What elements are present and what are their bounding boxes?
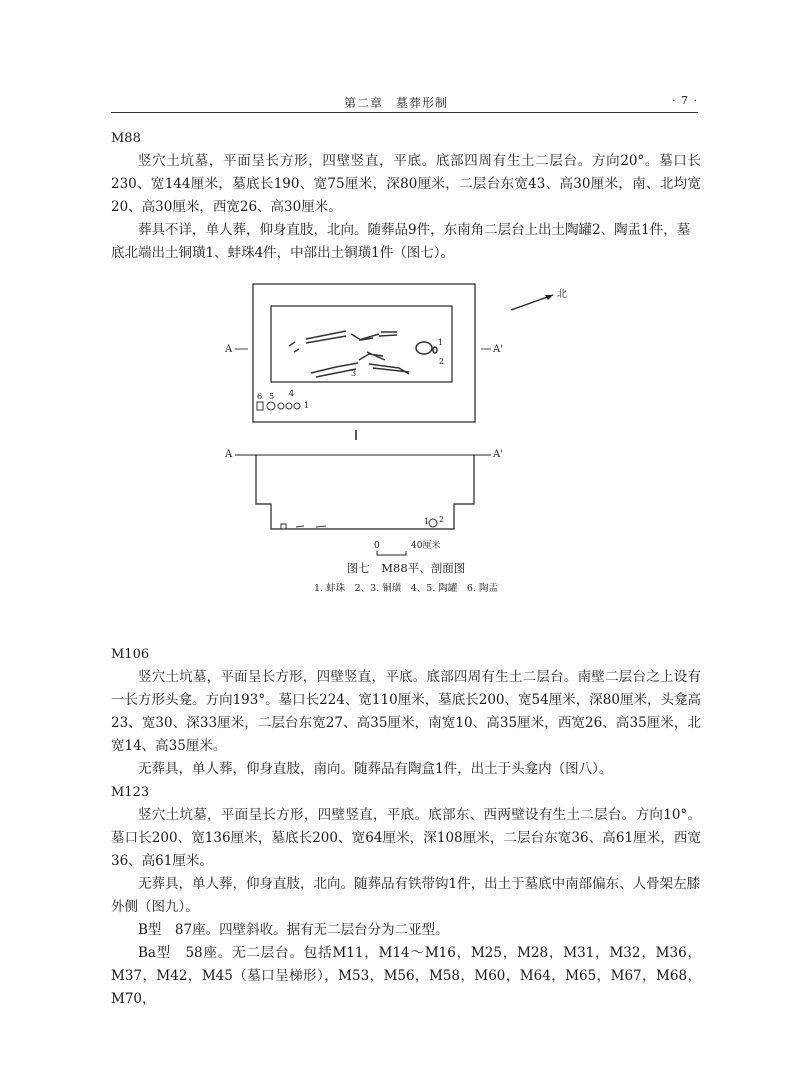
m123-title: M123 — [111, 785, 150, 800]
pit-floor-outline — [271, 306, 452, 382]
m106-section — [111, 643, 701, 1011]
figure-7 — [111, 280, 701, 600]
scale-zero: 0 — [374, 541, 380, 551]
m88-plan-section-drawing — [111, 280, 701, 560]
m88-section — [111, 127, 701, 265]
section-num-2: 2 — [439, 515, 445, 524]
plan-label-a-prime: A' — [493, 344, 503, 355]
m106-paragraph-1: 竖穴土坑墓，平面呈长方形，四壁竖直，平底。底部四周有生土二层台。南壁二层台之上设有一长方形头龛。方向193°。墓口长224、宽110厘米，墓底长200、宽54厘米，深80厘米，头龛高23、宽30、深33厘米，二层台东宽27、高35厘米，南宽10、高35厘米，西宽26、高35厘米，北宽14、高35厘米。 — [111, 669, 701, 754]
type-ba-paragraph: Ba型 58座。无二层台。包括M11，M14～M16，M25，M28，M31，M32，M36，M37，M42，M45（墓口呈梯形），M53，M56，M58，M60，M64，M65，M67，M68，M70， — [111, 945, 701, 1007]
m106-title: M106 — [111, 647, 150, 662]
plan-num-2: 2 — [439, 357, 445, 366]
m88-title: M88 — [111, 131, 141, 146]
plan-num-3: 3 — [351, 369, 357, 378]
section-label-a-prime: A' — [493, 449, 503, 460]
chapter-title: 第二章 墓葬形制 — [344, 96, 449, 110]
m106-paragraph-2: 无葬具，单人葬，仰身直肢，南向。随葬品有陶盒1件，出土于头龛内（图八）。 — [138, 761, 613, 777]
plan-num-5: 5 — [269, 392, 275, 401]
m123-paragraph-2: 无葬具，单人葬，仰身直肢，北向。随葬品有铁带钩1件，出土于墓底中南部偏东、人骨架左膝外侧（图九）。 — [111, 876, 701, 915]
plan-num-1: 1 — [438, 338, 444, 347]
figure-caption: 图七 M88平、剖面图 — [346, 561, 466, 575]
plan-num-1b: 1 — [304, 401, 310, 410]
skeleton — [289, 331, 437, 377]
m88-paragraph-2: 葬具不详，单人葬，仰身直肢，北向。随葬品9件，东南角二层台上出土陶罐2、陶盂1件，墓底北端出土铜璜1、蚌珠4件，中部出土铜璜1件（图七）。 — [111, 222, 691, 261]
m123-paragraph-1: 竖穴土坑墓，平面呈长方形，四壁竖直，平底。底部东、西两壁设有生土二层台。方向10°。墓口长200、宽136厘米，墓底长200、宽64厘米，深108厘米，二层台东宽36、高61厘米，西宽36、高61厘米。 — [111, 807, 701, 869]
ledge-objects — [257, 402, 300, 410]
type-b-paragraph: B型 87座。四壁斜收。据有无二层台分为二亚型。 — [138, 922, 449, 938]
plan-num-6: 6 — [257, 392, 263, 401]
plan-num-4: 4 — [289, 389, 295, 398]
plan-label-a: A — [225, 344, 233, 355]
figure-legend: 1. 蚌珠 2、3. 铜璜 4、5. 陶罐 6. 陶盂 — [314, 583, 498, 594]
section-label-a: A — [225, 449, 233, 460]
m88-paragraph-1: 竖穴土坑墓，平面呈长方形，四壁竖直，平底。底部四周有生土二层台。方向20°。墓口长230、宽144厘米，墓底长190、宽75厘米，深80厘米，二层台东宽43、高30厘米，南、北均宽20、高30厘米，西宽26、高30厘米。 — [111, 153, 701, 215]
scale-label: 40厘米 — [411, 541, 441, 551]
section-num-1: 1 — [424, 517, 430, 526]
north-label: 北 — [557, 289, 567, 300]
running-header — [111, 92, 698, 113]
scale-bar — [377, 551, 406, 555]
section-objects — [281, 519, 437, 529]
page-number: · 7 · — [672, 94, 698, 107]
pit-outer-outline — [253, 284, 475, 422]
